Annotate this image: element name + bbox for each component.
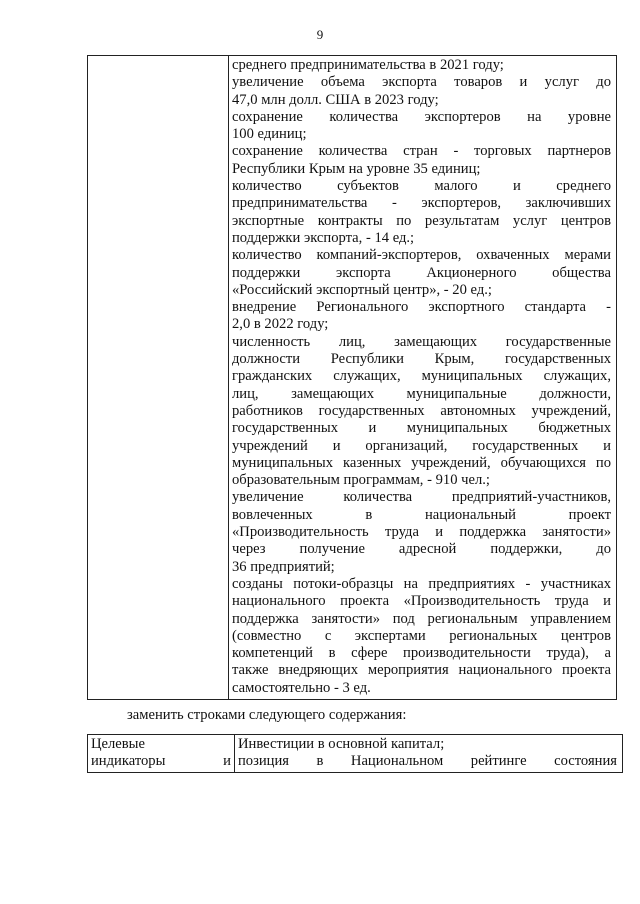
text-line: (совместно с экспертами региональных центров xyxy=(232,627,611,644)
text-line: должности Республики Крым, государственных xyxy=(232,351,611,368)
text-line: поддержки экспорта, - 14 ед.; xyxy=(232,229,415,246)
text-line: поддержка занятости» под региональным управлением xyxy=(232,610,611,627)
indicator-values-text xyxy=(238,736,617,771)
text-line: 36 предприятий; xyxy=(232,558,335,575)
text-line: сохранение количества экспортеров на уровне xyxy=(232,108,611,125)
text-line: национального проекта «Производительность труда и xyxy=(232,593,611,610)
text-line: количество компаний-экспортеров, охваченных мерами xyxy=(232,247,611,264)
indicators-table-current xyxy=(87,55,617,700)
text-line: Инвестиции в основной капитал; xyxy=(238,736,445,752)
text-line: внедрение Регионального экспортного стандарта - xyxy=(232,299,611,316)
text-line: лиц, замещающих муниципальные должности, xyxy=(232,385,611,402)
indicator-values-cell xyxy=(235,735,623,773)
text-line: сохранение количества стран - торговых партнеров xyxy=(232,143,611,160)
replace-instruction: заменить строками следующего содержания: xyxy=(127,707,407,723)
text-line: созданы потоки-образцы на предприятиях - участниках xyxy=(232,575,611,592)
text-line: среднего предпринимательства в 2021 году; xyxy=(232,57,504,73)
indicator-values-cell xyxy=(229,56,617,700)
text-line: 47,0 млн долл. США в 2023 году; xyxy=(232,91,439,108)
table-row xyxy=(88,735,623,773)
page-number: 9 xyxy=(316,27,324,42)
indicator-values-text xyxy=(232,57,611,697)
text-line: образовательным программам, - 910 чел.; xyxy=(232,472,490,489)
text-line: гражданских служащих, муниципальных служащих, xyxy=(232,368,611,385)
text-line: предпринимательства - экспортеров, заключивших xyxy=(232,195,611,212)
table-row xyxy=(88,56,617,700)
text-line: компетенций в сфере производительности труда), а xyxy=(232,645,611,662)
text-line: «Российский экспортный центр», - 20 ед.; xyxy=(232,281,492,298)
text-line: позиция в Национальном рейтинге состояния xyxy=(238,753,617,770)
text-line: поддержки экспорта Акционерного общества xyxy=(232,264,611,281)
text-line: 2,0 в 2022 году; xyxy=(232,316,329,333)
text-line: 100 единиц; xyxy=(232,126,307,143)
text-line: количество субъектов малого и среднего xyxy=(232,178,611,195)
text-line: учреждений и организаций, государственных и xyxy=(232,437,611,454)
indicator-name-cell xyxy=(88,735,235,773)
text-line: Целевые xyxy=(91,736,145,752)
text-line: работников государственных автономных учреждений, xyxy=(232,402,611,419)
text-line: «Производительность труда и поддержка занятости» xyxy=(232,524,611,541)
text-line: самостоятельно - 3 ед. xyxy=(232,679,371,696)
indicator-name-cell xyxy=(88,56,229,700)
indicators-table-replacement xyxy=(87,734,623,773)
text-line: индикаторы и xyxy=(91,753,231,770)
text-line: муниципальных казенных учреждений, обучающихся по xyxy=(232,454,611,471)
text-line: через получение адресной поддержки, до xyxy=(232,541,611,558)
text-line: также внедряющих мероприятия национального проекта xyxy=(232,662,611,679)
text-line: экспортные контракты по результатам услуг центров xyxy=(232,212,611,229)
text-line: Республики Крым на уровне 35 единиц; xyxy=(232,160,481,177)
text-line: увеличение объема экспорта товаров и услуг до xyxy=(232,74,611,91)
text-line: увеличение количества предприятий-участников, xyxy=(232,489,611,506)
indicator-name-text xyxy=(91,736,231,771)
text-line: численность лиц, замещающих государственные xyxy=(232,333,611,350)
text-line: вовлеченных в национальный проект xyxy=(232,506,611,523)
text-line: государственных и муниципальных бюджетных xyxy=(232,420,611,437)
